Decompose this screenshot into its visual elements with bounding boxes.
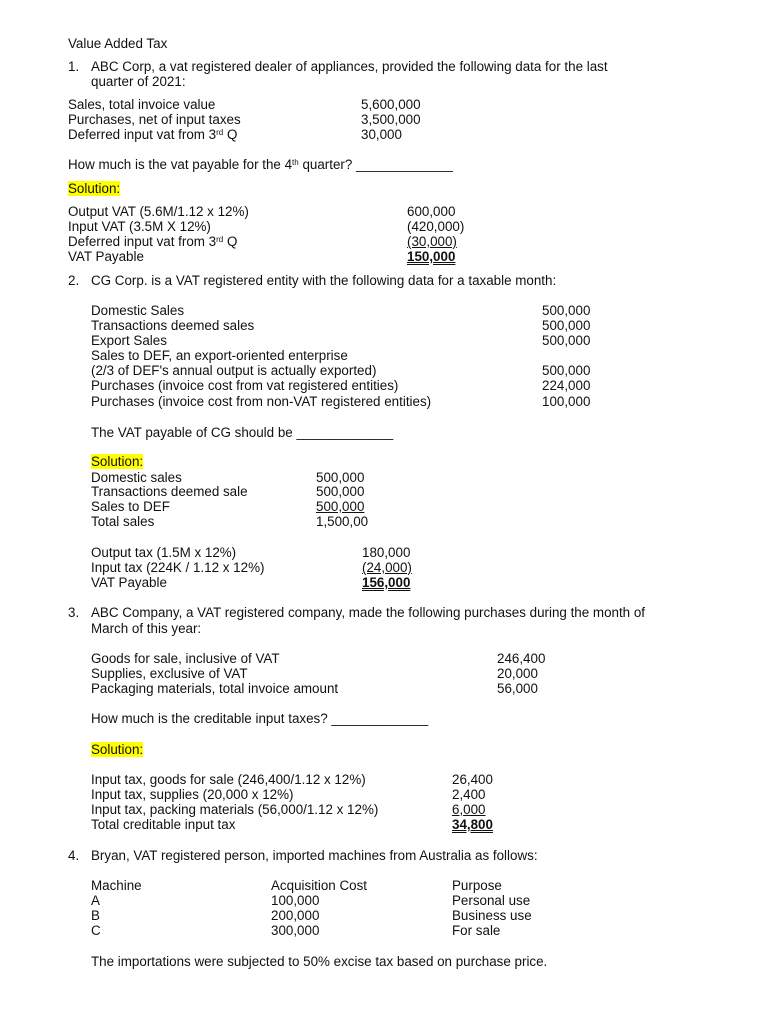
q4-number: 4. [68,848,80,863]
q3-solution-label: Solution: [91,742,144,757]
q3-solution-value: 2,400 [452,787,486,802]
q2-data-value: 500,000 [542,318,591,333]
q1-text-line2: quarter of 2021: [91,74,186,89]
q2-data-label: (2/3 of DEF's annual output is actually exported) [91,363,377,378]
q2-data-value: 224,000 [542,378,591,393]
q2-sales-value: 500,000 [316,470,365,485]
q3-data-label: Goods for sale, inclusive of VAT [91,651,280,666]
q1-text-line1: ABC Corp, a vat registered dealer of appliances, provided the following data for the last [91,59,608,74]
q2-tax-label: Output tax (1.5M x 12%) [91,545,237,560]
q1-solution-label: Solution: [68,181,121,196]
q4-note: The importations were subjected to 50% excise tax based on purchase price. [91,954,548,969]
q1-vat-payable-value: 150,000 [407,249,456,264]
q3-text-line2: March of this year: [91,621,202,636]
q2-total-sales-value: 1,500,00 [316,514,369,529]
q1-solution-label-row: VAT Payable [68,249,144,264]
q4-cell-purpose: Business use [452,908,532,923]
q3-data-value: 56,000 [497,681,538,696]
q2-vat-payable-value: 156,000 [362,575,411,590]
q1-solution-label-row: Output VAT (5.6M/1.12 x 12%) [68,204,249,219]
q3-solution-value: 6,000 [452,802,486,817]
q3-data-label: Packaging materials, total invoice amount [91,681,339,696]
q1-solution-label-row: Deferred input vat from 3rd Q [68,234,238,249]
q2-data-label: Export Sales [91,333,167,348]
q4-cell-machine: A [91,893,100,908]
q2-data-label: Transactions deemed sales [91,318,255,333]
q2-tax-label: VAT Payable [91,575,167,590]
q4-cell-machine: B [91,908,100,923]
q2-solution-label: Solution: [91,454,144,469]
q1-solution-value: 600,000 [407,204,456,219]
q1-solution-label-row: Input VAT (3.5M X 12%) [68,219,211,234]
q1-data-value: 5,600,000 [361,97,421,112]
q4-cell-cost: 300,000 [271,923,320,938]
q3-solution-label-row: Input tax, supplies (20,000 x 12%) [91,787,294,802]
q3-data-value: 20,000 [497,666,538,681]
q2-data-label: Sales to DEF, an export-oriented enterprise [91,348,348,363]
q2-data-value: 500,000 [542,363,591,378]
q3-solution-label-row: Total creditable input tax [91,817,236,832]
q2-text: CG Corp. is a VAT registered entity with the following data for a taxable month: [91,273,557,288]
q2-tax-value: 180,000 [362,545,411,560]
q4-cell-purpose: For sale [452,923,501,938]
q2-data-value: 100,000 [542,394,591,409]
q4-header-cost: Acquisition Cost [271,878,368,893]
q4-cell-cost: 200,000 [271,908,320,923]
q2-data-label: Domestic Sales [91,303,185,318]
q4-cell-machine: C [91,923,101,938]
q2-sales-value: 500,000 [316,484,365,499]
q1-solution-value: (420,000) [407,219,465,234]
q1-data-value: 3,500,000 [361,112,421,127]
q2-tax-value: (24,000) [362,560,412,575]
q2-tax-label: Input tax (224K / 1.12 x 12%) [91,560,265,575]
q4-header-purpose: Purpose [452,878,502,893]
q2-data-value: 500,000 [542,303,591,318]
q3-solution-label-row: Input tax, goods for sale (246,400/1.12 x 12%) [91,772,366,787]
q2-question: The VAT payable of CG should be _____________ [91,425,394,440]
q4-cell-cost: 100,000 [271,893,320,908]
q2-data-label: Purchases (invoice cost from vat registered entities) [91,378,399,393]
q3-text-line1: ABC Company, a VAT registered company, made the following purchases during the month of [91,605,646,620]
q3-data-value: 246,400 [497,651,546,666]
q1-question: How much is the vat payable for the 4th quarter? _____________ [68,157,453,172]
q1-data-label: Purchases, net of input taxes [68,112,241,127]
q3-solution-label-row: Input tax, packing materials (56,000/1.12 x 12%) [91,802,379,817]
q3-solution-value: 26,400 [452,772,493,787]
q4-text: Bryan, VAT registered person, imported machines from Australia as follows: [91,848,538,863]
q1-data-value: 30,000 [361,127,402,142]
q3-total-creditable-value: 34,800 [452,817,493,832]
q1-solution-value: (30,000) [407,234,457,249]
q3-data-label: Supplies, exclusive of VAT [91,666,248,681]
q3-question: How much is the creditable input taxes? _____________ [91,711,429,726]
q1-number: 1. [68,59,80,74]
q2-number: 2. [68,273,80,288]
q2-sales-label: Sales to DEF [91,499,170,514]
q2-data-value: 500,000 [542,333,591,348]
q2-sales-label: Transactions deemed sale [91,484,248,499]
q4-cell-purpose: Personal use [452,893,531,908]
q2-sales-value: 500,000 [316,499,365,514]
q2-sales-label: Domestic sales [91,470,182,485]
q2-data-label: Purchases (invoice cost from non-VAT registered entities) [91,394,432,409]
q4-header-machine: Machine [91,878,142,893]
q1-data-label: Sales, total invoice value [68,97,216,112]
q3-number: 3. [68,605,80,620]
q1-data-label: Deferred input vat from 3rd Q [68,127,238,142]
page-title: Value Added Tax [68,36,168,51]
q2-sales-label: Total sales [91,514,155,529]
